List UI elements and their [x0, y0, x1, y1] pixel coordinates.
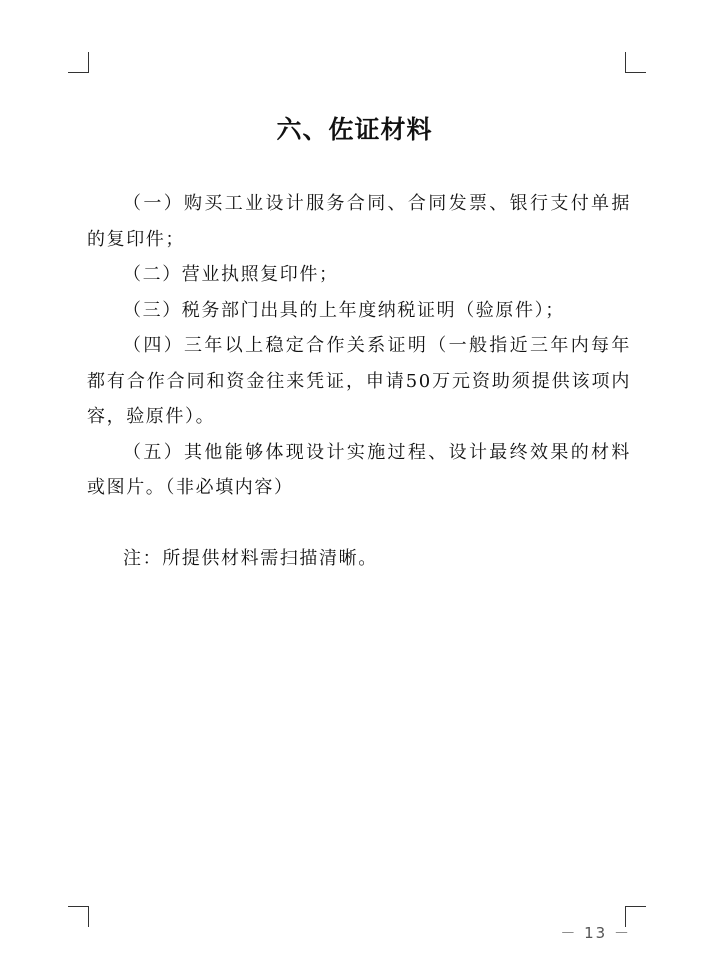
page-number: － 13 －	[560, 924, 631, 942]
crop-mark-top-left	[68, 52, 89, 73]
section-title: 六、佐证材料	[276, 115, 433, 144]
paragraph-item-3: （三）税务部门出具的上年度纳税证明（验原件）；	[123, 299, 565, 321]
paragraph-item-1: （一）购买工业设计服务合同、合同发票、银行支付单据的复印件；	[87, 193, 631, 250]
paragraph-item-2: （二）营业执照复印件；	[123, 264, 339, 285]
document-body	[87, 186, 631, 576]
crop-mark-bottom-left	[68, 906, 89, 927]
note-text: 注：所提供材料需扫描清晰。	[123, 547, 378, 569]
crop-mark-top-right	[625, 52, 646, 73]
paragraph-item-5: （五）其他能够体现设计实施过程、设计最终效果的材料或图片。（非必填内容）	[87, 441, 631, 498]
paragraph-item-4: （四）三年以上稳定合作关系证明（一般指近三年内每年都有合作合同和资金往来凭证，申请50万元资助须提供该项内容，验原件）。	[87, 335, 631, 427]
